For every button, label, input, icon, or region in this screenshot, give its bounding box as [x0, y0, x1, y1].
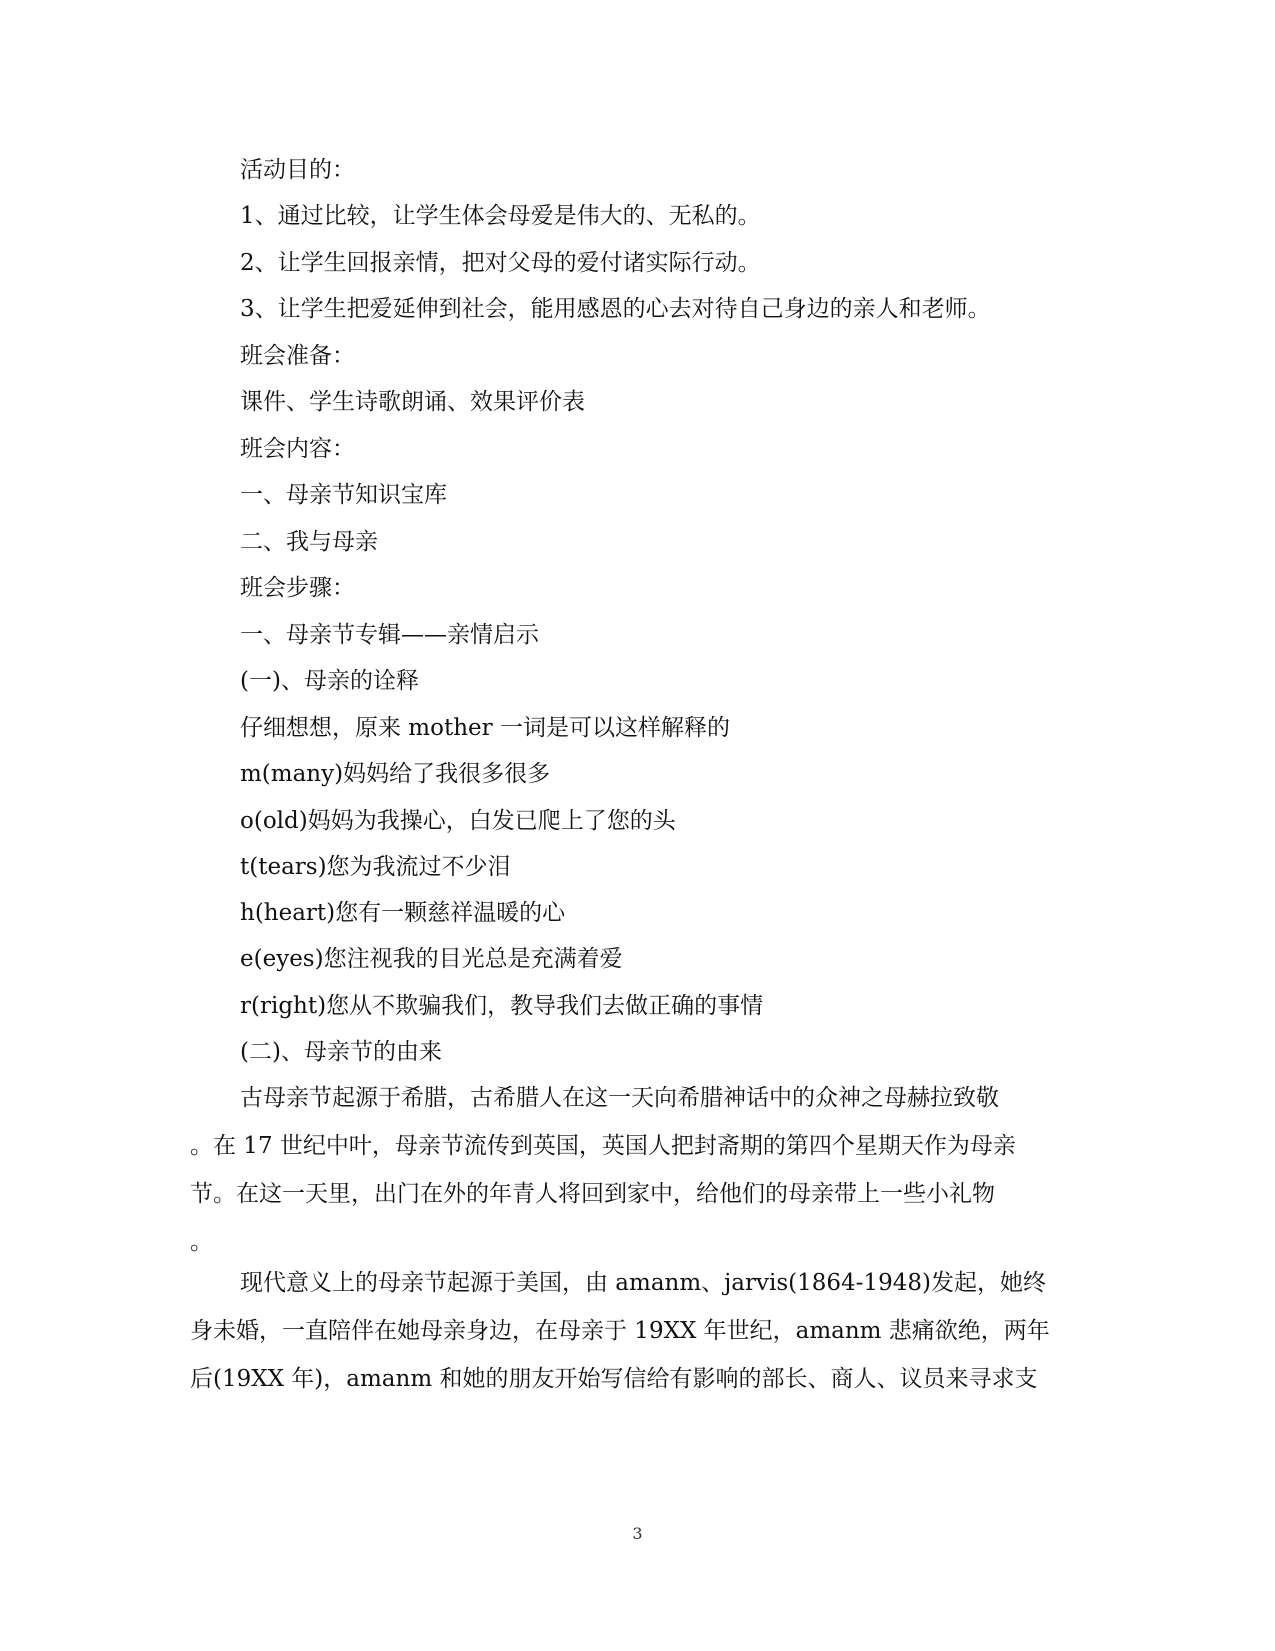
paragraph-line: 古母亲节起源于希腊，古希腊人在这一天向希腊神话中的众神之母赫拉致敬	[240, 1085, 999, 1111]
text-line: (一)、母亲的诠释	[240, 668, 419, 694]
text-line: 班会步骤：	[240, 575, 355, 601]
paragraph-origin-greece	[190, 1083, 1080, 1275]
paragraph-line: 。在 17 世纪中叶，母亲节流传到英国，英国人把封斋期的第四个星期天作为母亲	[190, 1133, 1016, 1159]
text-line: 班会内容：	[240, 436, 355, 462]
paragraph-line: 。	[190, 1229, 213, 1255]
text-line: 仔细想想，原来 mother 一词是可以这样解释的	[240, 715, 730, 741]
text-line: 2、让学生回报亲情，把对父母的爱付诸实际行动。	[240, 250, 761, 276]
text-line: 课件、学生诗歌朗诵、效果评价表	[240, 389, 585, 415]
page-number: 3	[632, 1524, 643, 1543]
paragraph-line: 节。在这一天里，出门在外的年青人将回到家中，给他们的母亲带上一些小礼物	[190, 1181, 995, 1207]
text-line: e(eyes)您注视我的目光总是充满着爱	[240, 946, 623, 972]
text-line: 3、让学生把爱延伸到社会，能用感恩的心去对待自己身边的亲人和老师。	[240, 296, 991, 322]
text-line: (二)、母亲节的由来	[240, 1039, 442, 1065]
paragraph-line: 身未婚，一直陪伴在她母亲身边，在母亲于 19XX 年世纪，amanm 悲痛欲绝，两年	[190, 1318, 1050, 1344]
text-line: 班会准备：	[240, 343, 355, 369]
paragraph-line: 后(19XX 年)，amanm 和她的朋友开始写信给有影响的部长、商人、议员来寻求支	[190, 1366, 1038, 1392]
text-line: 一、母亲节知识宝库	[240, 482, 447, 508]
paragraph-line: 现代意义上的母亲节起源于美国，由 amanm、jarvis(1864-1948)发起，她终	[240, 1270, 1046, 1296]
text-line: h(heart)您有一颗慈祥温暖的心	[240, 900, 566, 926]
paragraph-origin-america	[190, 1268, 1080, 1412]
text-line: t(tears)您为我流过不少泪	[240, 854, 511, 880]
text-line: o(old)妈妈为我操心，白发已爬上了您的头	[240, 808, 676, 834]
text-line: m(many)妈妈给了我很多很多	[240, 761, 551, 787]
text-line: r(right)您从不欺骗我们，教导我们去做正确的事情	[240, 993, 764, 1019]
text-line: 一、母亲节专辑——亲情启示	[240, 622, 539, 648]
text-line: 1、通过比较，让学生体会母爱是伟大的、无私的。	[240, 203, 761, 229]
text-line: 活动目的：	[240, 157, 355, 183]
text-line: 二、我与母亲	[240, 529, 378, 555]
